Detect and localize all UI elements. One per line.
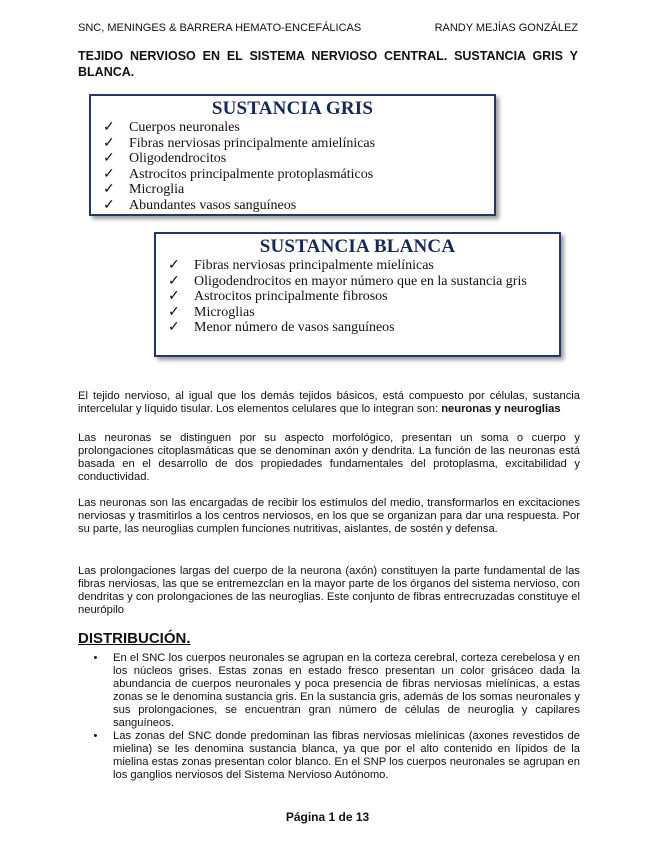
check-icon: ✓ (103, 120, 115, 135)
list-item: ✓ Microglias (168, 304, 255, 320)
check-icon: ✓ (103, 151, 115, 166)
bold-term: neuronas y neuroglias (441, 403, 561, 415)
check-icon: ✓ (103, 197, 115, 213)
check-icon: ✓ (168, 258, 180, 273)
list-item: ✓ Microglia (103, 182, 185, 197)
check-icon: ✓ (103, 135, 115, 151)
list-item: ✓ Astrocitos principalmente protoplasmáticos (103, 166, 374, 182)
list-item: ✓ Fibras nerviosas principalmente amielínicas (103, 135, 376, 151)
check-icon: ✓ (103, 166, 115, 182)
sustancia-gris-box (89, 94, 496, 216)
list-item: ✓ Abundantes vasos sanguíneos (103, 197, 297, 213)
paragraph-intro: El tejido nervioso, al igual que los demás tejidos básicos, está compuesto por células, sustancia intercelular y líquido tisular. Los elementos celulares que lo integran son: neuronas y neuroglias (78, 390, 580, 415)
sustancia-blanca-box (154, 232, 561, 357)
check-icon: ✓ (103, 182, 115, 197)
list-item: ✓ Fibras nerviosas principalmente mielínicas (168, 258, 434, 273)
list-item: ✓ Astrocitos principalmente fibrosos (168, 289, 388, 304)
header-right: RANDY MEJÍAS GONZÁLEZ (434, 22, 578, 34)
sustancia-blanca-title: SUSTANCIA BLANCA (259, 236, 456, 257)
bullet-icon: • (93, 730, 98, 742)
paragraph-funciones: Las neuronas son las encargadas de recibir los estímulos del medio, transformarlos en excitaciones nerviosas y trasmitirlos a los centros nerviosos, en los que se organizan para dar una respuesta. Por su parte, las neuroglias cumplen funciones nutritivas, aislantes, de sostén y defensa. (78, 497, 580, 535)
list-item: • Las zonas del SNC donde predominan las fibras nerviosas mielínicas (axones revestidos de mielina) se les denomina sustancia blanca, ya que por el alto contenido en lípidos de la mielina estas zonas presentan color blanco. En el SNP los cuerpos neuronales se agrupan en los ganglios nerviosos del Sistema Nervioso Autónomo. (78, 730, 580, 782)
page-title: TEJIDO NERVIOSO EN EL SISTEMA NERVIOSO CENTRAL. SUSTANCIA GRIS Y BLANCA. (78, 49, 578, 79)
check-icon: ✓ (168, 289, 180, 304)
paragraph-prolongaciones: Las prolongaciones largas del cuerpo de la neurona (axón) constituyen la parte fundamental de las fibras nerviosas, las que se entremezclan en la mayor parte de los órganos del sistema nervioso, con dendritas y con prolongaciones de las neuroglias. Este conjunto de fibras entrecruzadas constituye el neurópilo (78, 565, 580, 616)
check-icon: ✓ (168, 304, 180, 320)
section-title-distribucion: DISTRIBUCIÓN. (78, 630, 191, 647)
list-item: ✓ Oligodendrocitos en mayor número que en la sustancia gris (168, 273, 527, 289)
check-icon: ✓ (168, 320, 180, 335)
header-left: SNC, MENINGES & BARRERA HEMATO-ENCEFÁLICAS (78, 22, 362, 34)
bullet-icon: • (93, 652, 98, 664)
sustancia-gris-title: SUSTANCIA GRIS (211, 98, 374, 119)
page-header (78, 22, 578, 34)
paragraph-neuronas: Las neuronas se distinguen por su aspecto morfológico, presentan un soma o cuerpo y prolongaciones citoplasmáticas que se denominan axón y dendrita. La función de las neuronas está basada en el desarrollo de dos propiedades fundamentales del protoplasma, excitabilidad y conductividad. (78, 432, 580, 483)
check-icon: ✓ (168, 273, 180, 289)
sustancia-blanca-list (156, 258, 559, 336)
page-number: Página 1 de 13 (285, 810, 370, 824)
list-item: • En el SNC los cuerpos neuronales se agrupan en la corteza cerebral, corteza cerebelosa y en los núcleos grises. Estas zonas en estado fresco presentan un color grisáceo dada la abundancia de cuerpos neuronales y poca presencia de fibras nerviosas mielínicas, a estas zonas se le denomina sustancia gris. En la sustancia gris, además de los somas neuronales y sus prolongaciones, se encuentran gran número de células de neuroglia y capilares sanguíneos. (78, 652, 580, 730)
list-item: ✓ Oligodendrocitos (103, 151, 227, 166)
sustancia-gris-list (91, 120, 494, 213)
distribucion-list (78, 652, 580, 782)
list-item: ✓ Menor número de vasos sanguíneos (168, 320, 395, 335)
list-item: ✓ Cuerpos neuronales (103, 120, 240, 135)
